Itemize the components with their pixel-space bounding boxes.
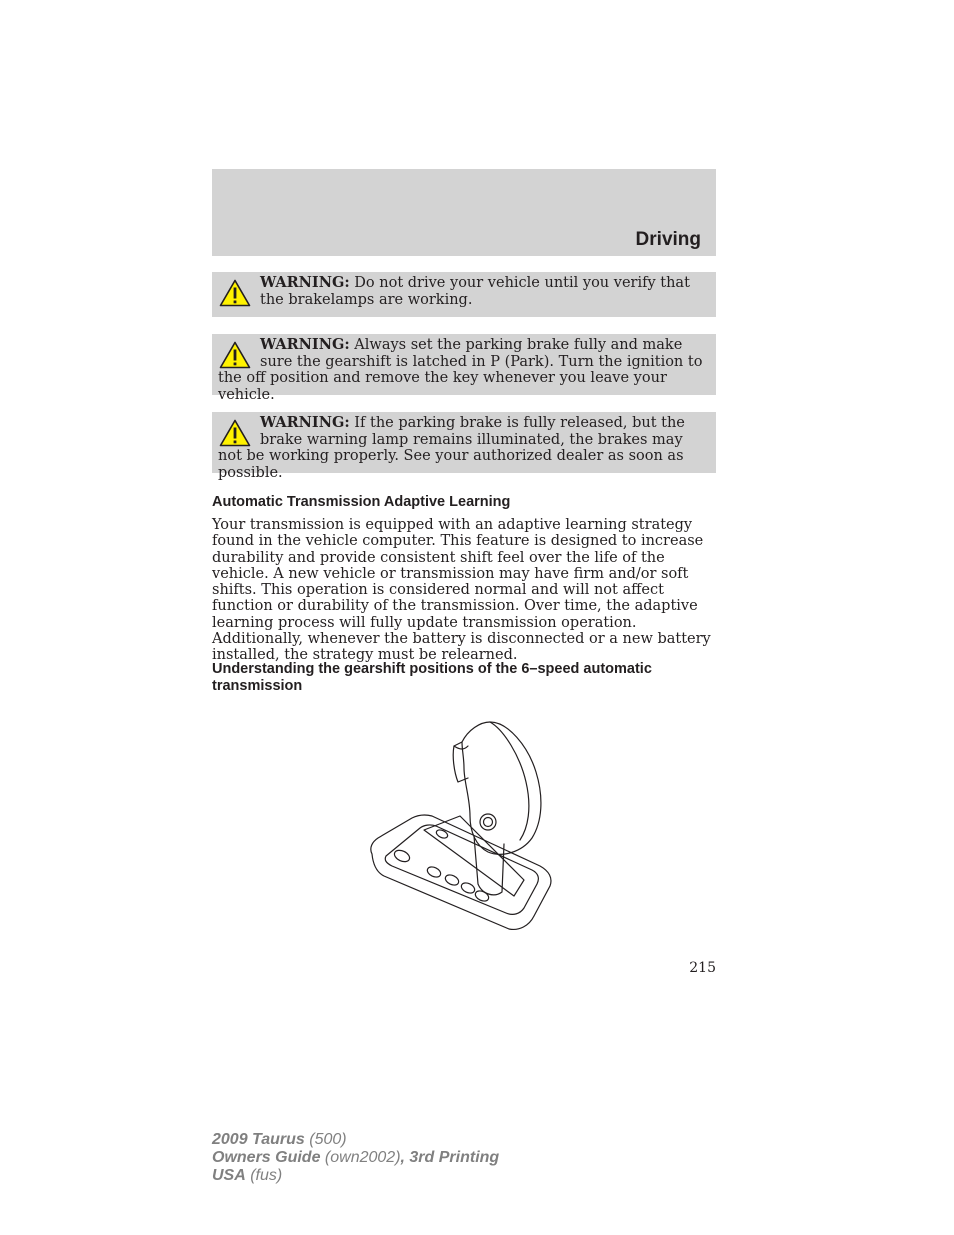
warning-text: Do not drive your vehicle until you verify that the brakelamps are working. <box>260 275 690 308</box>
warning-label: WARNING: <box>260 414 350 431</box>
warning-label: WARNING: <box>260 274 350 291</box>
warning-text: If the parking brake is fully released, but the brake warning lamp remains illuminated, the brakes may not be working properly. See your authorized dealer as soon as possible. <box>218 415 685 481</box>
warning-box-3 <box>212 412 716 481</box>
gearshift-illustration-icon <box>364 716 558 938</box>
footer-line-3: USA (fus) <box>212 1167 283 1184</box>
warning-box-1 <box>212 272 716 317</box>
footer-line-2: Owners Guide (own2002), 3rd Printing <box>212 1149 500 1166</box>
footer-line-1: 2009 Taurus (500) <box>212 1131 347 1148</box>
section-header <box>212 169 716 256</box>
adaptive-learning-paragraph: Your transmission is equipped with an adaptive learning strategy found in the vehicle computer. This feature is designed to increase durability and provide consistent shift feel over the life of the vehicle. A new vehicle or transmission may have firm and/or soft shifts. This operation is considered normal and will not affect function or durability of the transmission. Over time, the adaptive learning process will fully update transmission operation. Additionally, whenever the battery is disconnected or a new battery installed, the strategy must be relearned. <box>212 517 711 664</box>
section-title: Driving <box>635 229 701 250</box>
document-footer <box>212 1131 499 1185</box>
warning-box-2 <box>212 334 716 403</box>
warning-icon <box>219 279 251 307</box>
warning-text: Always set the parking brake fully and make sure the gearshift is latched in P (Park). Turn the ignition to the off position and remove the key whenever you leave your vehicle. <box>218 337 703 403</box>
section-heading-adaptive-learning: Automatic Transmission Adaptive Learning <box>212 494 511 510</box>
warning-label: WARNING: <box>260 336 350 353</box>
warning-icon <box>219 419 251 447</box>
section-heading-gearshift: Understanding the gearshift positions of the 6–speed automatic transmission <box>212 661 652 694</box>
page-number: 215 <box>689 960 716 976</box>
warning-icon <box>219 341 251 369</box>
